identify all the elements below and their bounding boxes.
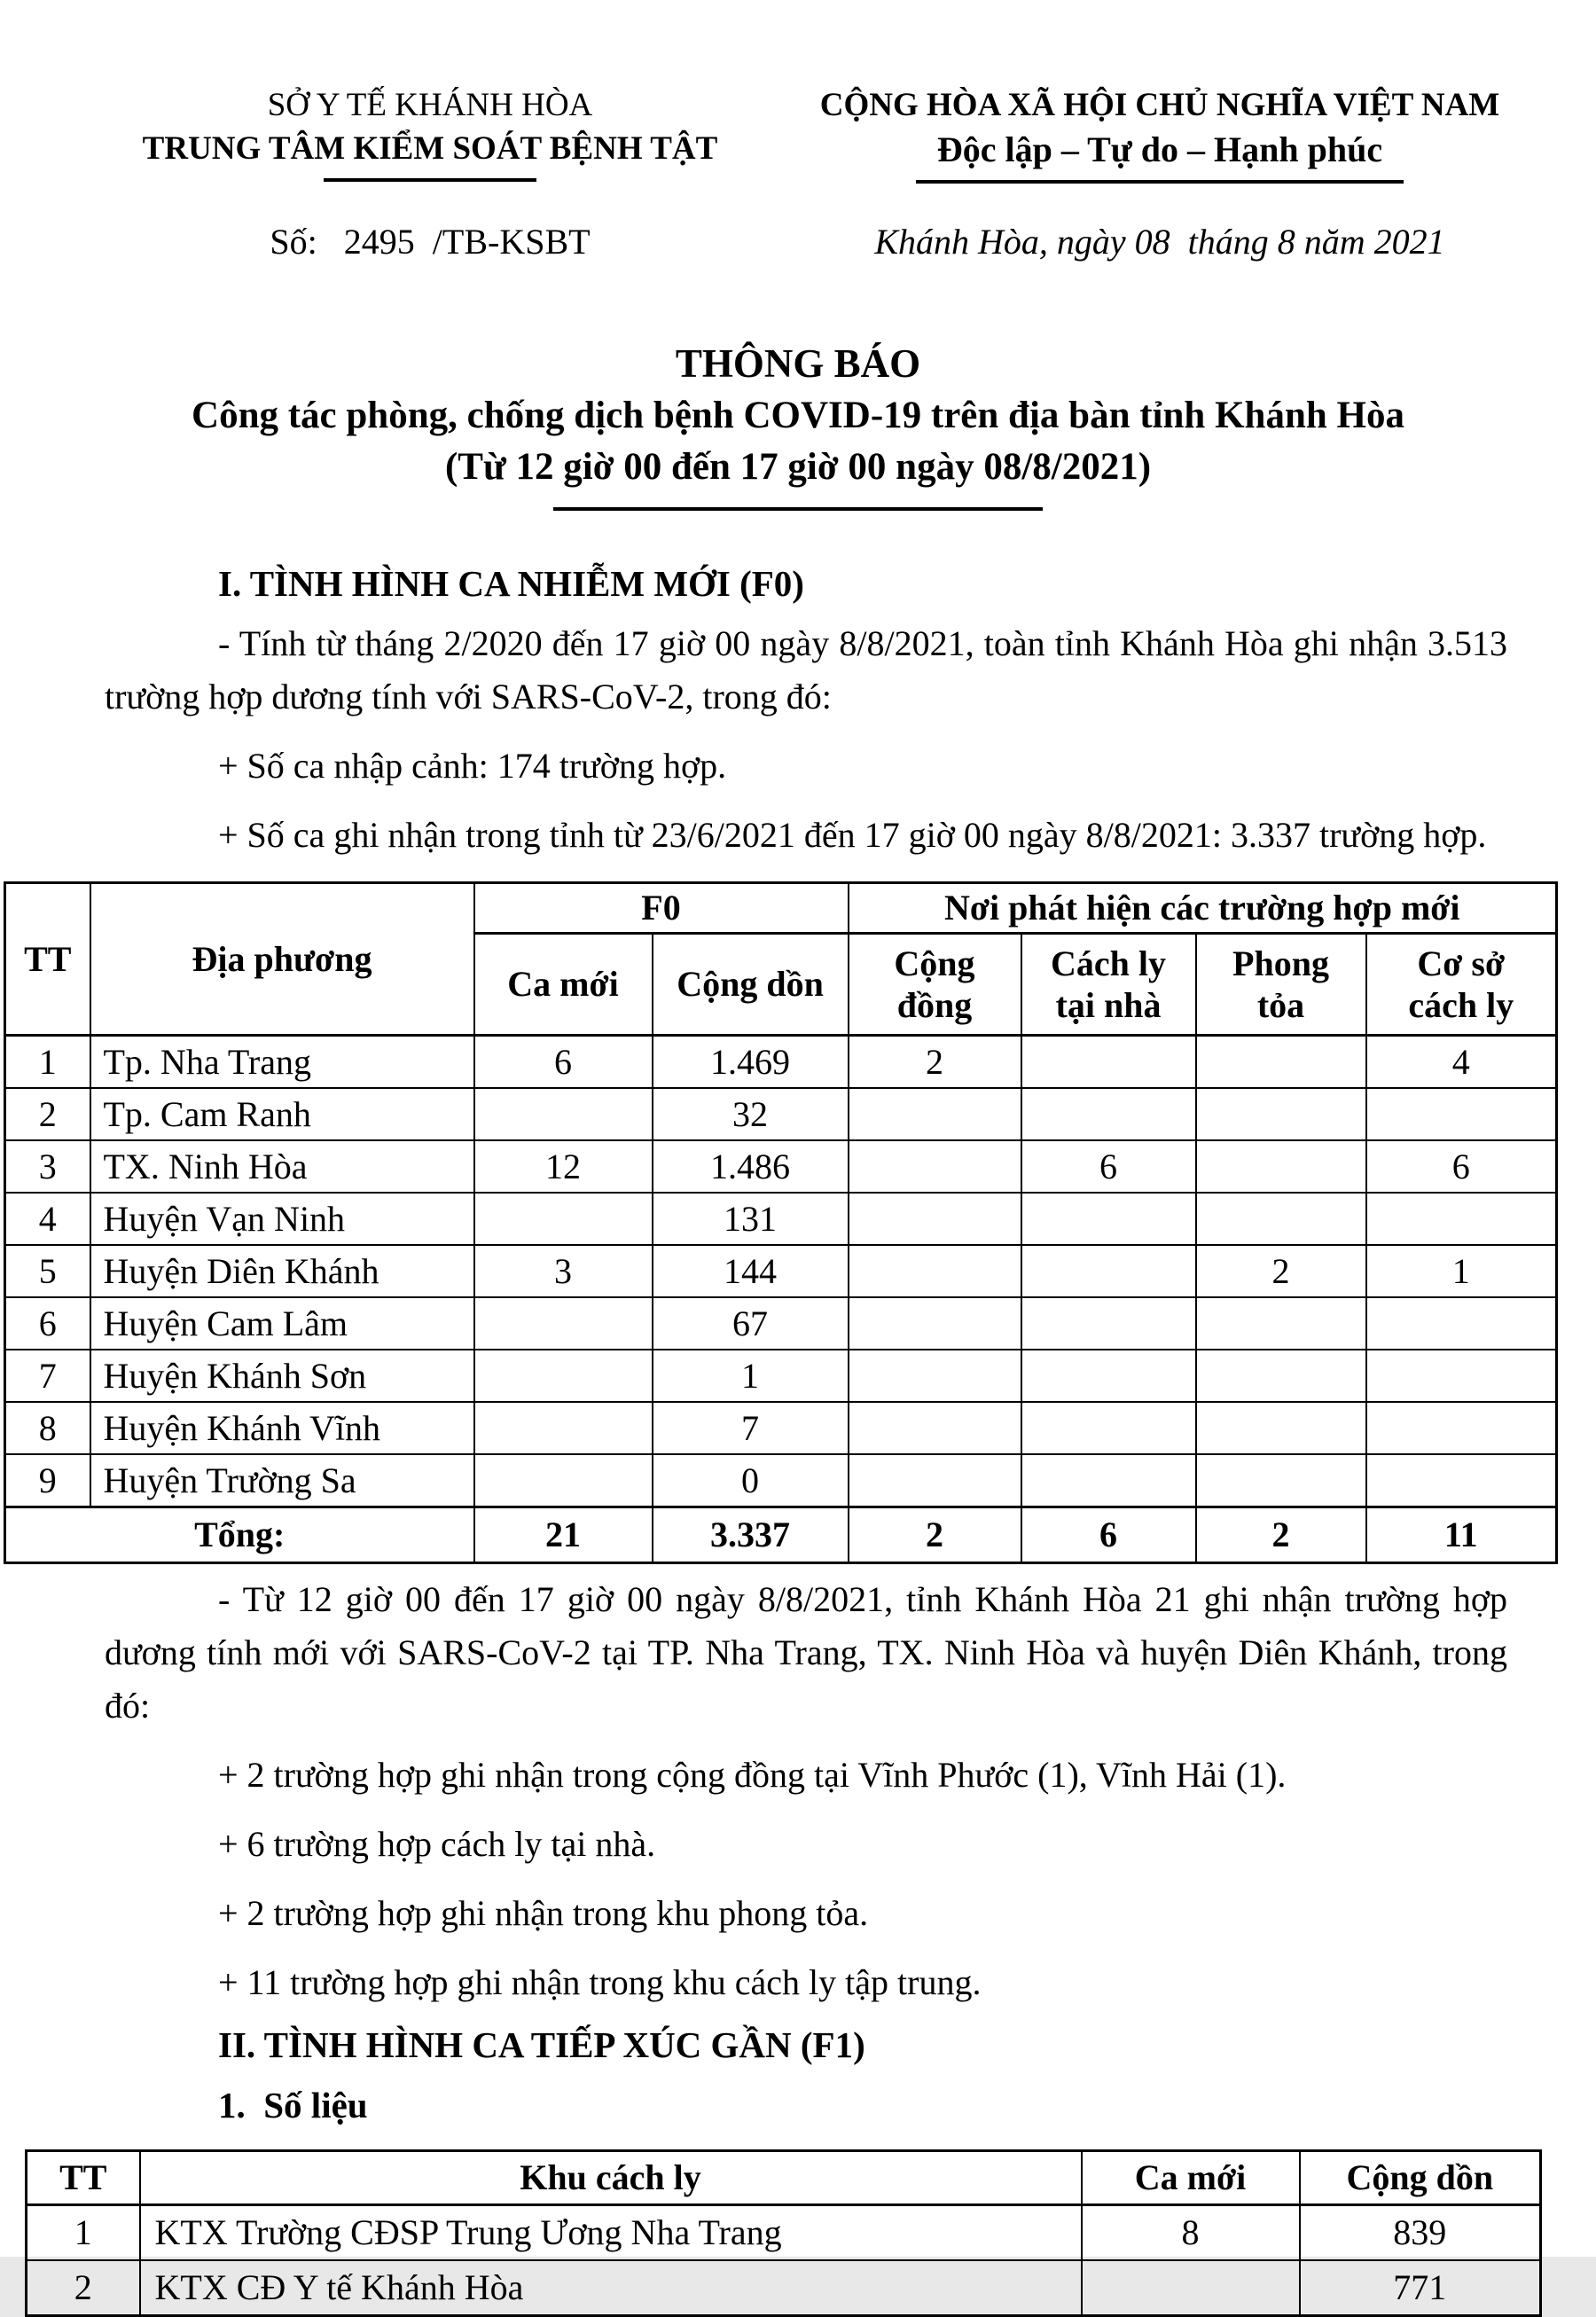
cell-tt: 8 (5, 1402, 90, 1454)
document-id-row (0, 221, 1596, 262)
document-subtitle: Công tác phòng, chống dịch bệnh COVID-19 trên địa bàn tỉnh Khánh Hòa (192, 395, 1404, 436)
cell-new (474, 1193, 653, 1245)
table-row (5, 1245, 1557, 1297)
cell-district: TX. Ninh Hòa (90, 1140, 474, 1193)
cell-district: Huyện Khánh Sơn (90, 1350, 474, 1402)
org-underline (324, 178, 536, 182)
column-header-new-cases: Ca mới (1082, 2151, 1300, 2205)
cell-lockdown (1196, 1297, 1366, 1350)
cell-home (1021, 1088, 1196, 1140)
cell-community (849, 1245, 1021, 1297)
cell-community (849, 1350, 1021, 1402)
cell-district: Huyện Diên Khánh (90, 1245, 474, 1297)
column-header-cumulative: Cộng dồn (1300, 2151, 1541, 2205)
cell-community (849, 1454, 1021, 1507)
cell-community (849, 1140, 1021, 1193)
column-header-tt: TT (5, 883, 90, 1036)
cell-cumulative: 839 (1300, 2205, 1541, 2261)
cell-tt: 1 (27, 2205, 140, 2261)
cell-district: Tp. Nha Trang (90, 1036, 474, 1089)
section-f1-subheading: 1. Số liệu (218, 2085, 368, 2125)
column-header-quarantine-facility: Cơ sở cách ly (1366, 934, 1557, 1036)
motto-underline (916, 180, 1404, 184)
column-header-lockdown: Phong tỏa (1196, 934, 1366, 1036)
paragraph-community-detail: + 2 trường hợp ghi nhận trong cộng đồng tại Vĩnh Phước (1), Vĩnh Hải (1). (218, 1755, 1287, 1795)
cell-tt: 5 (5, 1245, 90, 1297)
cell-new (474, 1402, 653, 1454)
document-number: Số: 2495 /TB-KSBT (270, 222, 591, 262)
cell-cumulative: 67 (653, 1297, 849, 1350)
cell-home (1021, 1454, 1196, 1507)
cell-tt: 6 (5, 1297, 90, 1350)
cell-lockdown (1196, 1193, 1366, 1245)
cell-home (1021, 1193, 1196, 1245)
cell-zone: KTX CĐ Y tế Khánh Hòa (140, 2260, 1082, 2316)
cell-new: 6 (474, 1036, 653, 1089)
cell-community (849, 1402, 1021, 1454)
column-header-home-quarantine: Cách ly tại nhà (1021, 934, 1196, 1036)
cell-cumulative: 0 (653, 1454, 849, 1507)
f0-by-locality-table (4, 881, 1558, 1564)
cell-new (474, 1454, 653, 1507)
cell-home (1021, 1402, 1196, 1454)
paragraph-imported-cases: + Số ca nhập cảnh: 174 trường hợp. (218, 746, 727, 786)
cell-community: 2 (849, 1036, 1021, 1089)
cell-tt: 9 (5, 1454, 90, 1507)
cell-cumulative: 7 (653, 1402, 849, 1454)
cell-tt: 3 (5, 1140, 90, 1193)
cell-facility (1366, 1350, 1557, 1402)
cell-new (474, 1350, 653, 1402)
cell-cumulative: 1.486 (653, 1140, 849, 1193)
title-block (0, 337, 1596, 511)
cell-new: 12 (474, 1140, 653, 1193)
cell-facility (1366, 1454, 1557, 1507)
cell-new: 8 (1082, 2205, 1300, 2261)
national-title: CỘNG HÒA XÃ HỘI CHỦ NGHĨA VIỆT NAM (819, 87, 1500, 123)
cell-district: Huyện Cam Lâm (90, 1297, 474, 1350)
cell-community (849, 1193, 1021, 1245)
cell-facility (1366, 1193, 1557, 1245)
column-header-community: Cộng đồng (849, 934, 1021, 1036)
cell-cumulative: 131 (653, 1193, 849, 1245)
total-cumulative: 3.337 (653, 1507, 849, 1563)
cell-lockdown (1196, 1350, 1366, 1402)
table-row (5, 1140, 1557, 1193)
cell-home (1021, 1245, 1196, 1297)
org-parent-name: SỞ Y TẾ KHÁNH HÒA (267, 87, 593, 123)
table-total-row (5, 1507, 1557, 1563)
cell-cumulative: 1 (653, 1350, 849, 1402)
cell-home: 6 (1021, 1140, 1196, 1193)
column-header-cumulative: Cộng dồn (653, 934, 849, 1036)
cell-facility (1366, 1088, 1557, 1140)
total-community: 2 (849, 1507, 1021, 1563)
cell-lockdown (1196, 1036, 1366, 1089)
cell-lockdown (1196, 1140, 1366, 1193)
place-and-date: Khánh Hòa, ngày 08 tháng 8 năm 2021 (874, 222, 1445, 262)
cell-district: Tp. Cam Ranh (90, 1088, 474, 1140)
cell-facility: 1 (1366, 1245, 1557, 1297)
document-title: THÔNG BÁO (675, 341, 921, 386)
cell-district: Huyện Khánh Vĩnh (90, 1402, 474, 1454)
cell-new (1082, 2260, 1300, 2316)
table-row (5, 1297, 1557, 1350)
paragraph-facility-detail: + 11 trường hợp ghi nhận trong khu cách ly tập trung. (218, 1962, 982, 2002)
cell-cumulative: 144 (653, 1245, 849, 1297)
table-row (5, 1088, 1557, 1140)
column-header-tt: TT (27, 2151, 140, 2205)
cell-new (474, 1297, 653, 1350)
document-time-range: (Từ 12 giờ 00 đến 17 giờ 00 ngày 08/8/2021) (444, 446, 1152, 488)
cell-tt: 7 (5, 1350, 90, 1402)
org-name: TRUNG TÂM KIỂM SOÁT BỆNH TẬT (142, 130, 718, 167)
table-row (5, 1454, 1557, 1507)
table-row (27, 2260, 1541, 2316)
cell-new (474, 1088, 653, 1140)
cell-tt: 2 (27, 2260, 140, 2316)
paragraph-lockdown-detail: + 2 trường hợp ghi nhận trong khu phong tỏa. (218, 1893, 869, 1933)
cell-community (849, 1297, 1021, 1350)
table-row (5, 1350, 1557, 1402)
cell-tt: 2 (5, 1088, 90, 1140)
cell-facility: 6 (1366, 1140, 1557, 1193)
cell-home (1021, 1350, 1196, 1402)
table-header-group-row (5, 883, 1557, 934)
total-facility: 11 (1366, 1507, 1557, 1563)
cell-home (1021, 1036, 1196, 1089)
cell-new: 3 (474, 1245, 653, 1297)
paragraph-home-detail: + 6 trường hợp cách ly tại nhà. (218, 1824, 656, 1864)
column-group-f0: F0 (474, 883, 849, 934)
document-header (0, 84, 1596, 184)
issuing-org-block (93, 84, 767, 184)
cell-zone: KTX Trường CĐSP Trung Ương Nha Trang (140, 2205, 1082, 2261)
total-label: Tổng: (5, 1507, 474, 1563)
table-row (5, 1402, 1557, 1454)
total-new: 21 (474, 1507, 653, 1563)
section-f1-heading: II. TÌNH HÌNH CA TIẾP XÚC GẦN (F1) (218, 2024, 865, 2065)
cell-tt: 4 (5, 1193, 90, 1245)
cell-facility (1366, 1297, 1557, 1350)
cell-community (849, 1088, 1021, 1140)
table-row (5, 1036, 1557, 1089)
f1-quarantine-table (25, 2149, 1542, 2317)
cell-district: Huyện Vạn Ninh (90, 1193, 474, 1245)
cell-cumulative: 1.469 (653, 1036, 849, 1089)
section-f0-heading: I. TÌNH HÌNH CA NHIỄM MỚI (F0) (218, 563, 804, 604)
cell-facility: 4 (1366, 1036, 1557, 1089)
cell-facility (1366, 1402, 1557, 1454)
total-lockdown: 2 (1196, 1507, 1366, 1563)
paragraph-local-cases: + Số ca ghi nhận trong tỉnh từ 23/6/2021 đến 17 giờ 00 ngày 8/8/2021: 3.337 trường hợp. (218, 815, 1487, 855)
table-header-row (27, 2151, 1541, 2205)
cell-lockdown (1196, 1402, 1366, 1454)
paragraph-f0-summary: - Tính từ tháng 2/2020 đến 17 giờ 00 ngày 8/8/2021, toàn tỉnh Khánh Hòa ghi nhận 3.513 trường hợp dương tính với SARS-CoV-2, trong đó: (105, 623, 1507, 716)
cell-lockdown (1196, 1088, 1366, 1140)
cell-lockdown: 2 (1196, 1245, 1366, 1297)
cell-tt: 1 (5, 1036, 90, 1089)
paragraph-new-cases-detail: - Từ 12 giờ 00 đến 17 giờ 00 ngày 8/8/2021, tỉnh Khánh Hòa 21 ghi nhận trường hợp dương tính mới với SARS-CoV-2 tại TP. Nha Trang, TX. Ninh Hòa và huyện Diên Khánh, trong đó: (105, 1579, 1507, 1726)
title-underline (553, 507, 1043, 511)
cell-home (1021, 1297, 1196, 1350)
national-motto-block (770, 84, 1550, 184)
column-header-district: Địa phương (90, 883, 474, 1036)
cell-lockdown (1196, 1454, 1366, 1507)
column-header-quarantine-zone: Khu cách ly (140, 2151, 1082, 2205)
table-row (5, 1193, 1557, 1245)
cell-cumulative: 771 (1300, 2260, 1541, 2316)
column-group-detection-place: Nơi phát hiện các trường hợp mới (849, 883, 1557, 934)
cell-district: Huyện Trường Sa (90, 1454, 474, 1507)
total-home: 6 (1021, 1507, 1196, 1563)
table-row (27, 2205, 1541, 2261)
column-header-new-cases: Ca mới (474, 934, 653, 1036)
cell-cumulative: 32 (653, 1088, 849, 1140)
national-motto: Độc lập – Tự do – Hạnh phúc (936, 129, 1383, 169)
